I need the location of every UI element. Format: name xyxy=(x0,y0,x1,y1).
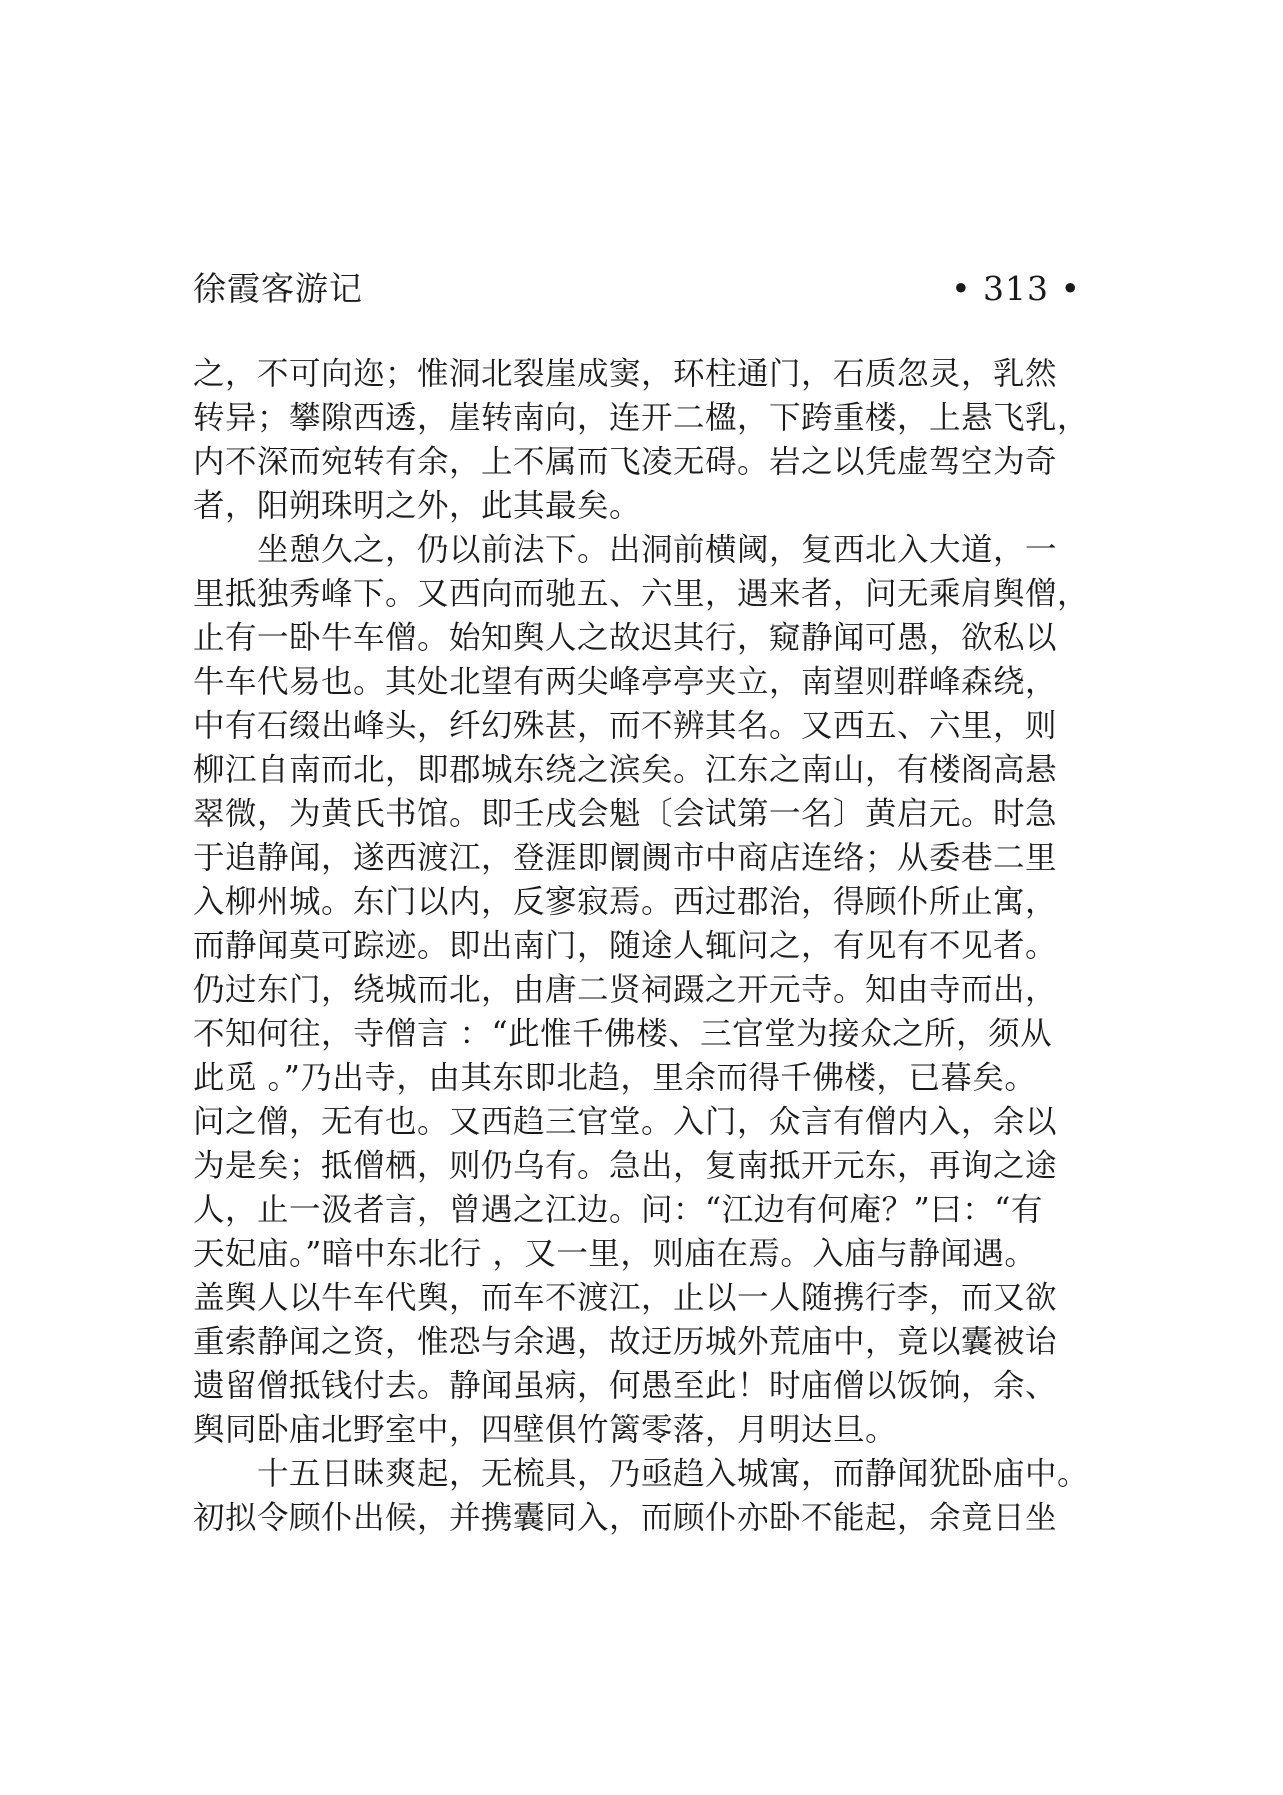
text-line: 于追静闻，遂西渡江，登涯即阛阓市中商店连络；从委巷二里 xyxy=(193,840,1058,876)
page-number: • 313 • xyxy=(951,269,1081,308)
text-line: 中有石缀出峰头，纤幻殊甚，而不辨其名。又西五、六里，则 xyxy=(193,708,1058,744)
text-line: 初拟令顾仆出候，并携囊同入，而顾仆亦卧不能起，余竟日坐 xyxy=(193,1500,1058,1536)
text-line: 遗留僧抵钱付去。静闻虽病，何愚至此！时庙僧以饭饷，余、 xyxy=(193,1368,1058,1404)
text-line: 内不深而宛转有余，上不属而飞凌无碍。岩之以凭虚驾空为奇 xyxy=(193,444,1058,480)
text-line: 为是矣；抵僧栖，则仍乌有。急出，复南抵开元东，再询之途 xyxy=(193,1148,1058,1184)
text-line: 人，止一汲者言，曾遇之江边。问：“江边有何庵？”曰：“有 xyxy=(193,1192,1043,1228)
text-line: 翠微，为黄氏书馆。即壬戌会魁〔会试第一名〕黄启元。时急 xyxy=(193,796,1058,832)
text-line: 舆同卧庙北野室中，四壁俱竹篱零落，月明达旦。 xyxy=(193,1412,898,1448)
text-line: 十五日昧爽起，无梳具，乃亟趋入城寓，而静闻犹卧庙中。 xyxy=(257,1456,1090,1492)
text-line: 天妃庙。”暗中东北行 ，又一里，则庙在焉。入庙与静闻遇。 xyxy=(193,1236,1037,1272)
text-line: 坐憩久之，仍以前法下。出洞前横阈，复西北入大道，一 xyxy=(257,532,1058,568)
body-text xyxy=(193,352,1093,1540)
text-line: 止有一卧牛车僧。始知舆人之故迟其行，窥静闻可愚，欲私以 xyxy=(193,620,1058,656)
text-line: 不知何往，寺僧言 ：“此惟千佛楼、三官堂为接众之所，须从 xyxy=(193,1016,1053,1052)
running-header xyxy=(193,264,1081,314)
text-line: 柳江自南而北，即郡城东绕之滨矣。江东之南山，有楼阁高悬 xyxy=(193,752,1058,788)
text-line: 盖舆人以牛车代舆，而车不渡江，止以一人随携行李，而又欲 xyxy=(193,1280,1058,1316)
text-line: 入柳州城。东门以内，反寥寂焉。西过郡治，得顾仆所止寓， xyxy=(193,884,1058,920)
text-line: 而静闻莫可踪迹。即出南门，随途人辄问之，有见有不见者。 xyxy=(193,928,1058,964)
text-line: 此觅 。”乃出寺，由其东即北趋，里余而得千佛楼，已暮矣。 xyxy=(193,1060,1037,1096)
text-line: 者，阳朔珠明之外，此其最矣。 xyxy=(193,488,642,524)
text-line: 仍过东门，绕城而北，由唐二贤祠蹑之开元寺。知由寺而出， xyxy=(193,972,1058,1008)
text-line: 牛车代易也。其处北望有两尖峰亭亭夹立，南望则群峰森绕， xyxy=(193,664,1058,700)
text-line: 重索静闻之资，惟恐与余遇，故迂历城外荒庙中，竟以囊被诒 xyxy=(193,1324,1058,1360)
book-title: 徐霞客游记 xyxy=(193,269,363,308)
text-line: 转异；攀隙西透，崖转南向，连开二楹，下跨重楼，上悬飞乳， xyxy=(193,400,1090,436)
text-line: 问之僧，无有也。又西趋三官堂。入门，众言有僧内入，余以 xyxy=(193,1104,1058,1140)
text-line: 之，不可向迩；惟洞北裂崖成窦，环柱通门，石质忽灵，乳然 xyxy=(193,356,1058,392)
text-line: 里抵独秀峰下。又西向而驰五、六里，遇来者，问无乘肩舆僧， xyxy=(193,576,1090,612)
